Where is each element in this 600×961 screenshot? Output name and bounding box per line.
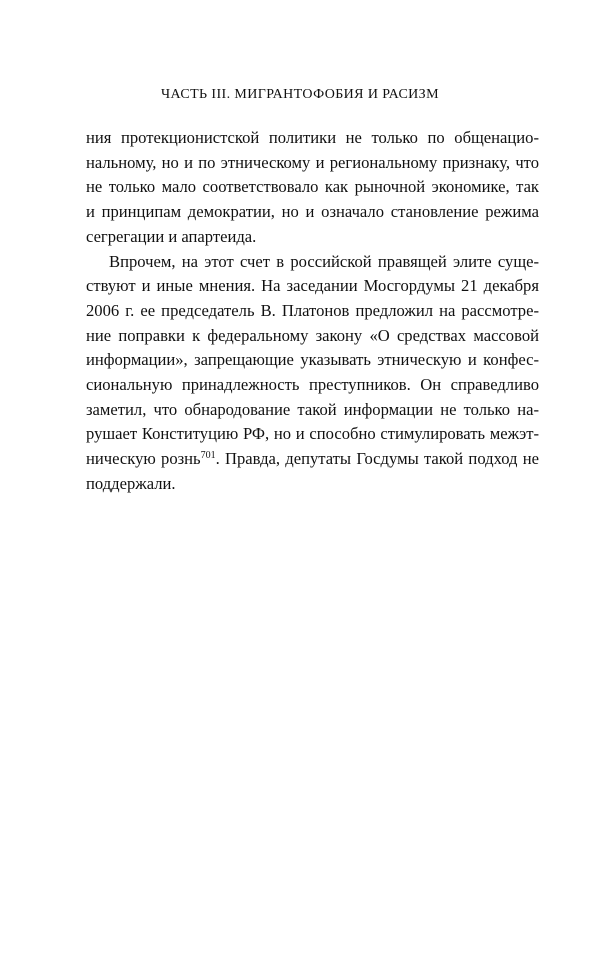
paragraph-1 <box>86 126 539 250</box>
text-line: Впрочем, на этот счет в российской правящей элите суще- <box>109 251 539 271</box>
text-line: ния протекционистской политики не только по общенацио- <box>86 128 539 147</box>
text-line: ствуют и иные мнения. На заседании Мосгордумы 21 декабря <box>86 276 539 296</box>
text-line-with-footnote <box>86 447 539 472</box>
text-line: сиональную принадлежность преступников. Он справедливо <box>86 375 539 395</box>
body-text <box>86 126 539 497</box>
running-head: ЧАСТЬ III. МИГРАНТОФОБИЯ И РАСИЗМ <box>161 87 439 102</box>
text-fragment: . Правда, депутаты Госдумы такой подход не <box>215 449 540 469</box>
text-line: поддержали. <box>86 473 176 493</box>
text-line: сегрегации и апартеида. <box>86 226 257 246</box>
text-line: информации», запрещающие указывать этническую и конфес- <box>86 350 539 370</box>
text-line: рушает Конституцию РФ, но и способно стимулировать межэт- <box>86 424 539 444</box>
text-line: ние поправки к федеральному закону «О средствах массовой <box>86 325 539 345</box>
footnote-reference[interactable]: 701 <box>200 450 216 462</box>
text-line: заметил, что обнародование такой информации не только на- <box>86 399 539 419</box>
text-line: не только мало соответствовало как рыночной экономике, так <box>86 177 539 197</box>
text-line: 2006 г. ее председатель В. Платонов предложил на рассмотре- <box>86 300 539 320</box>
text-line: и принципам демократии, но и означало становление режима <box>86 202 539 222</box>
text-fragment: ническую рознь <box>86 449 201 469</box>
text-line: нальному, но и по этническому и региональному признаку, что <box>86 152 539 172</box>
paragraph-2 <box>86 250 539 497</box>
